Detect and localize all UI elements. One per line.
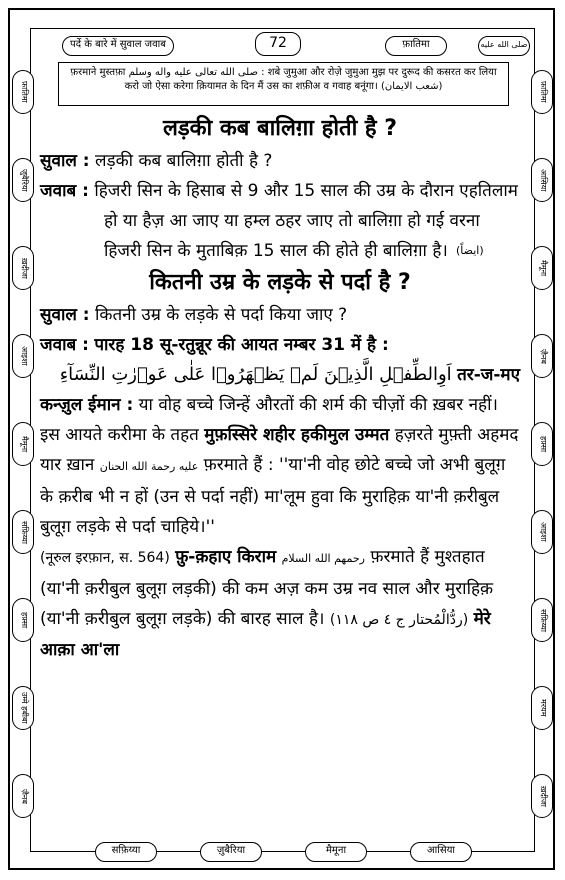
notice-box: फ़रमाने मुस्तफ़ा صلى الله تعالى عليه واله وسلم : शबे जुमुआ और रोज़े जुमुआ मुझ पर दुरूद की कसरत कर लिया करो जो ऐसा करेगा क़ियामत के दिन मैं उस का शफ़ीअ व गवाह बनूंगा। (شعب الايمان) xyxy=(58,62,509,106)
kanzul-text: या वोह बच्चे जिन्हें औरतों की शर्म की चीज़ों की ख़बर नहीं। इस आयते करीमा के तहत xyxy=(40,395,498,445)
q-label: सुवाल : xyxy=(40,151,90,171)
section2-answer xyxy=(40,330,520,360)
side-left-tab: ख़दीजा xyxy=(12,246,34,290)
side-right-tab: मैमूना xyxy=(531,246,553,290)
header-right-tab: फ़ातिमा xyxy=(385,36,447,56)
footer-tab: सफ़िय्या xyxy=(95,842,157,862)
a-text: हिजरी सिन के हिसाब से 9 और 15 साल की उम्र के दौरान एहतिलाम हो या हैज़ आ जाए या हम्ल ठहर जाए तो बालिग़ा हो गई वरना हिजरी सिन के मुताबिक़ 15 साल की होते ही बालिग़ा है। xyxy=(94,181,518,261)
side-right-tab: फ़ातिमा xyxy=(531,70,553,114)
side-left-tab: ज़ैनब xyxy=(12,774,34,818)
footer-tab: आसिया xyxy=(410,842,472,862)
side-right-tab: आसिया xyxy=(531,158,553,202)
header-left-tab: पर्दे के बारे में सुवाल जवाब xyxy=(62,36,174,56)
footer-tab: ज़ुबैरिया xyxy=(200,842,262,862)
q-text: लड़की कब बालिग़ा होती है ? xyxy=(95,151,273,171)
side-left-tab: हफ़्सा xyxy=(12,598,34,642)
side-right-tab: आइशा xyxy=(531,510,553,554)
side-right-tab: सफ़िय्या xyxy=(531,598,553,642)
a2-text: पारह 18 सू-रतुन्नूर की आयत नम्बर 31 में है : xyxy=(94,335,389,355)
q2-label: सुवाल : xyxy=(40,305,90,325)
page-content xyxy=(40,112,520,665)
fuqaha: फ़ु-क़हाए किराम xyxy=(175,547,277,567)
mufassir: मुफ़स्सिरे शहीर हकीमुल उम्मत xyxy=(204,425,390,445)
ending: मेरे आक़ा आ'ला xyxy=(40,609,491,660)
a2-label: जवाब : xyxy=(40,335,89,355)
header-corner-tab: صلى الله عليه xyxy=(478,36,530,56)
side-right-tab: ख़दीजा xyxy=(531,774,553,818)
side-right-tab: मरयम xyxy=(531,686,553,730)
ref3: (ردُّالْمُحتار ج ٤ ص ١١٨) xyxy=(329,612,469,628)
rahmat: عليه رحمة الله الحنان xyxy=(99,460,199,473)
ayah-line xyxy=(40,360,520,390)
tarjama-label: तर-ज-मए xyxy=(457,365,520,385)
kanzul-label: कन्ज़ुल ईमान : xyxy=(40,395,134,415)
side-left-tab: ज़ुबैरिया xyxy=(12,158,34,202)
side-left-tab: आइशा xyxy=(12,334,34,378)
quote: फ़रमाते हैं : ''या'नी वोह छोटे बच्चे जो अभी बुलूग़ के क़रीब भी न हों (उन से पर्दा नहीं) मा'लूम हुवा कि मुराहिक़ या'नी क़रीबुल बुलूग़ लड़के से पर्दा चाहिये।'' xyxy=(40,455,506,537)
a-label: जवाब : xyxy=(40,181,89,201)
ref2: (नूरुल इरफ़ान, स. 564) xyxy=(40,550,170,566)
side-left-tab: सफ़िय्या xyxy=(12,510,34,554)
footer-tab: मैमूना xyxy=(305,842,367,862)
side-left-tab: फ़ातिमा xyxy=(12,70,34,114)
side-right-tab: ज़ैनब xyxy=(531,334,553,378)
translation xyxy=(40,390,520,542)
section2-question xyxy=(40,300,520,330)
fuqaha-text: फ़रमाते हैं मुश्तहात (या'नी क़रीबुल बुलूग़ लड़की) की कम अज़ कम उम्र नव साल और मुराहिक़ (या'नी क़रीबुल बुलूग़ लड़के) की बारह साल है। xyxy=(40,547,494,629)
section1-answer: जवाब : हिजरी सिन के हिसाब से 9 और 15 साल की उम्र के दौरान एहतिलाम हो या हैज़ आ जाए या हम्ल ठहर जाए तो बालिग़ा हो गई वरना हिजरी सिन के मुताबिक़ 15 साल की होते ही बालिग़ा है। (ايضاً) xyxy=(40,181,518,261)
fuqaha-para xyxy=(40,542,520,665)
section1-title: लड़की कब बालिग़ा होती है ? xyxy=(162,116,398,141)
section2-title: कितनी उम्र के लड़के से पर्दा है ? xyxy=(149,270,411,295)
q2-text: कितनी उम्र के लड़के से पर्दा किया जाए ? xyxy=(95,305,348,325)
salam: رحمهم الله السلام xyxy=(281,552,365,565)
page-number: 72 xyxy=(255,32,301,56)
side-right-tab: हफ़्सा xyxy=(531,422,553,466)
mufassir-name: हज़रते मुफ़्ती अहमद यार ख़ान xyxy=(40,425,519,475)
ayah: اَوِالطِّفۡلِ الَّذِيۡنَ لَمۡ يَظۡهَرُوۡا عَلٰى عَوۡرٰتِ النِّسَآءِ xyxy=(59,364,452,385)
side-left-tab: मैमूना xyxy=(12,422,34,466)
side-left-tab: उम्मे हबीबा xyxy=(12,686,34,730)
section1-question xyxy=(40,146,520,176)
